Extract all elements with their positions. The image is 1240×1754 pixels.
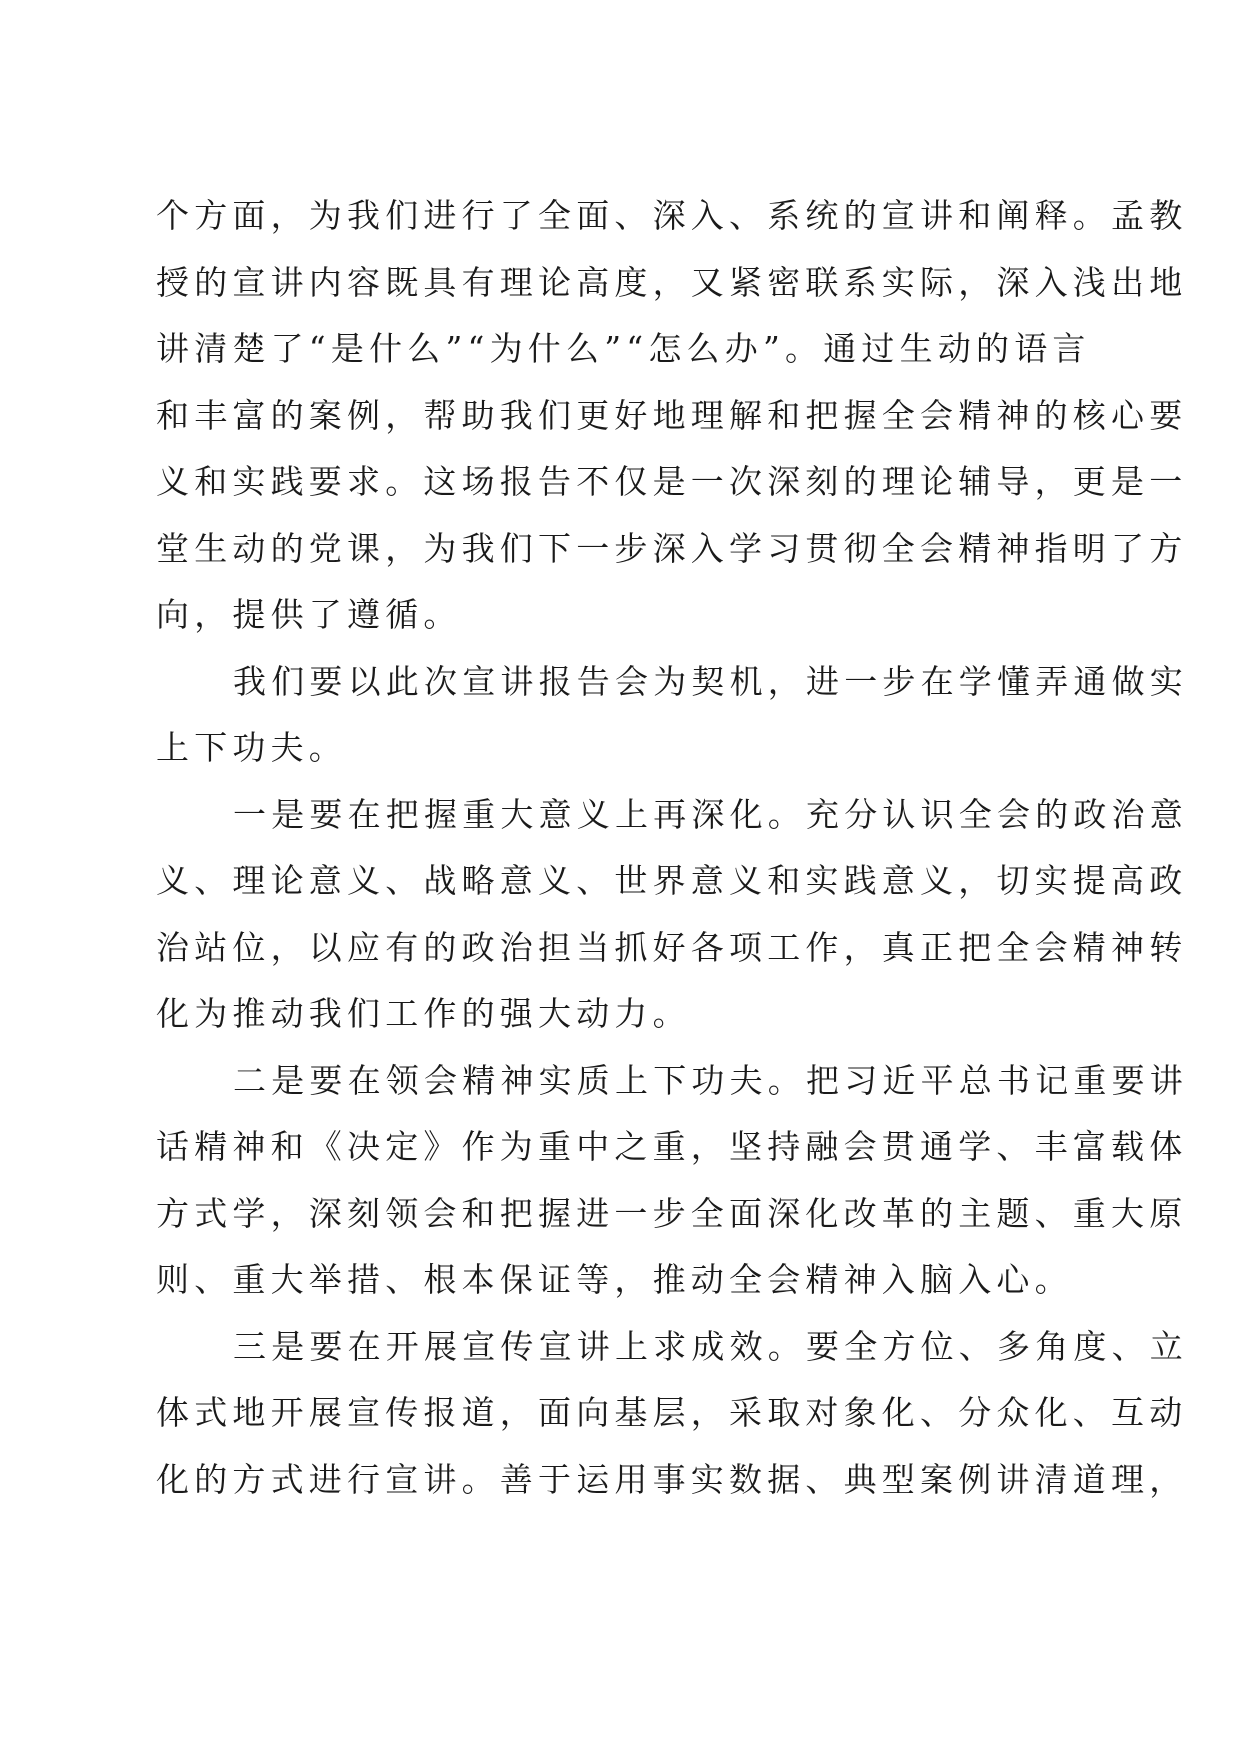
text-line-19: 体式地开展宣传报道，面向基层，采取对象化、分众化、互动 bbox=[156, 1393, 1188, 1432]
text-line-1: 个方面，为我们进行了全面、深入、系统的宣讲和阐释。孟教 bbox=[156, 196, 1188, 235]
text-line-20: 化的方式进行宣讲。善于运用事实数据、典型案例讲清道理， bbox=[156, 1459, 1188, 1499]
text-line-13: 化为推动我们工作的强大动力。 bbox=[156, 994, 691, 1033]
text-line-14: 二是要在领会精神实质上下功夫。把习近平总书记重要讲 bbox=[233, 1060, 1188, 1100]
text-line-8: 我们要以此次宣讲报告会为契机，进一步在学懂弄通做实 bbox=[233, 661, 1188, 701]
text-line-11: 义、理论意义、战略意义、世界意义和实践意义，切实提高政 bbox=[156, 861, 1188, 900]
text-line-5: 义和实践要求。这场报告不仅是一次深刻的理论辅导，更是一 bbox=[156, 462, 1188, 501]
text-line-16: 方式学，深刻领会和把握进一步全面深化改革的主题、重大原 bbox=[156, 1193, 1188, 1233]
text-line-4: 和丰富的案例，帮助我们更好地理解和把握全会精神的核心要 bbox=[156, 395, 1188, 435]
text-line-18: 三是要在开展宣传宣讲上求成效。要全方位、多角度、立 bbox=[233, 1326, 1188, 1366]
text-line-10: 一是要在把握重大意义上再深化。充分认识全会的政治意 bbox=[233, 794, 1188, 834]
text-line-12: 治站位，以应有的政治担当抓好各项工作，真正把全会精神转 bbox=[156, 927, 1188, 967]
text-line-9: 上下功夫。 bbox=[156, 728, 347, 767]
text-line-6: 堂生动的党课，为我们下一步深入学习贯彻全会精神指明了方 bbox=[156, 528, 1188, 568]
text-line-17: 则、重大举措、根本保证等，推动全会精神入脑入心。 bbox=[156, 1260, 1073, 1299]
text-line-15: 话精神和《决定》作为重中之重，坚持融会贯通学、丰富载体 bbox=[156, 1127, 1188, 1166]
document-body bbox=[156, 183, 1188, 1513]
text-line-2: 授的宣讲内容既具有理论高度，又紧密联系实际，深入浅出地 bbox=[156, 262, 1188, 302]
text-line-7: 向，提供了遵循。 bbox=[156, 595, 462, 634]
text-line-3: 讲清楚了“是什么”“为什么”“怎么办”。通过生动的语言 bbox=[156, 329, 1091, 368]
